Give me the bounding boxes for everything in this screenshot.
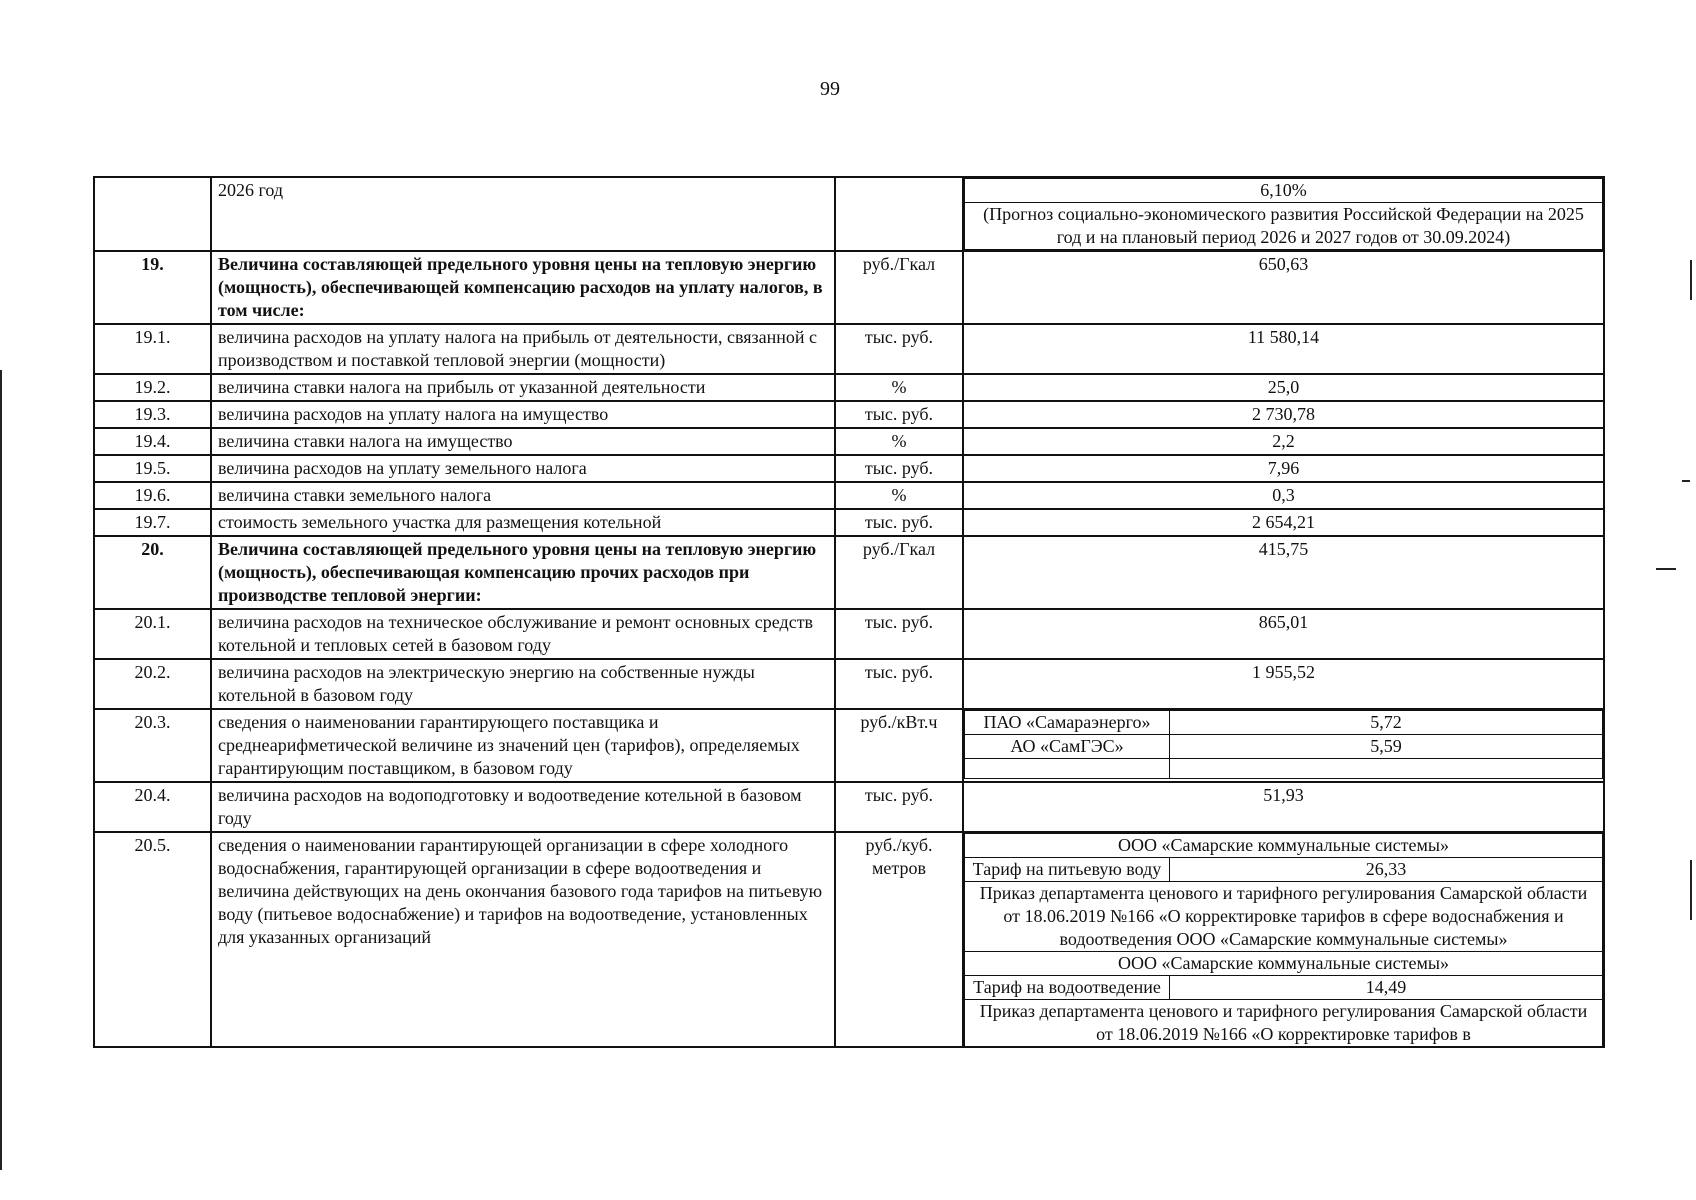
water-tariffs-table (964, 833, 1603, 1046)
tariff-label: Тариф на питьевую воду (965, 858, 1170, 882)
row-number-cell: 20.1. (94, 609, 211, 659)
supplier-price: 5,59 (1170, 735, 1603, 759)
row-value-cell: 25,0 (963, 374, 1604, 401)
supplier-prices-table (964, 710, 1603, 779)
table-row (94, 374, 1604, 401)
row-number-cell: 19.7. (94, 509, 211, 536)
row-unit-cell: руб./куб. метров (835, 832, 963, 1047)
water-org-name: ООО «Самарские коммунальные системы» (965, 952, 1603, 976)
table-row (94, 659, 1604, 709)
row-value-cell: 51,93 (963, 782, 1604, 832)
row-unit-cell: тыс. руб. (835, 509, 963, 536)
table-row (94, 177, 1604, 251)
row-unit-cell: руб./Гкал (835, 536, 963, 609)
row-label-cell: стоимость земельного участка для размещения котельной (211, 509, 835, 536)
row-label-cell: величина расходов на техническое обслуживание и ремонт основных средств котельной и тепловых сетей в базовом году (211, 609, 835, 659)
row-number-cell: 20.4. (94, 782, 211, 832)
row-value-cell: 11 580,14 (963, 324, 1604, 374)
tariff-order-text: Приказ департамента ценового и тарифного регулирования Самарской области от 18.06.2019 №166 «О корректировке тарифов в (965, 1000, 1603, 1047)
row-value-cell (963, 832, 1604, 1047)
row-number-cell: 19.2. (94, 374, 211, 401)
table-row (94, 509, 1604, 536)
row-number-cell: 19.4. (94, 428, 211, 455)
row-label-cell: 2026 год (211, 177, 835, 251)
table-row (94, 428, 1604, 455)
row-unit-cell: % (835, 428, 963, 455)
row-number-cell: 20. (94, 536, 211, 609)
row-unit-cell: % (835, 482, 963, 509)
row-value-cell: 7,96 (963, 455, 1604, 482)
row-unit-cell: руб./кВт.ч (835, 709, 963, 782)
scan-artifact (1690, 860, 1692, 920)
row-label-cell: сведения о наименовании гарантирующего поставщика и среднеарифметической величине из значений цен (тарифов), определяемых гарантирующим поставщиком, в базовом году (211, 709, 835, 782)
row-number-cell: 19. (94, 251, 211, 324)
row-label-cell: величина ставки земельного налога (211, 482, 835, 509)
scan-artifact (1682, 480, 1690, 482)
row-unit-cell: тыс. руб. (835, 401, 963, 428)
scan-artifact (1656, 568, 1676, 570)
forecast-note: (Прогноз социально-экономического развития Российской Федерации на 2025 год и на плановый период 2026 и 2027 годов от 30.09.2024) (965, 203, 1603, 250)
row-value-cell (963, 177, 1604, 251)
row-label-cell: величина ставки налога на имущество (211, 428, 835, 455)
row-label-cell: величина ставки налога на прибыль от указанной деятельности (211, 374, 835, 401)
supplier-name: АО «СамГЭС» (965, 735, 1170, 759)
row-value-cell: 2,2 (963, 428, 1604, 455)
row-unit-cell: тыс. руб. (835, 782, 963, 832)
tariff-order-text: Приказ департамента ценового и тарифного регулирования Самарской области от 18.06.2019 №166 «О корректировке тарифов в сфере водоснабжения и водоотведения ООО «Самарские коммунальные системы» (965, 882, 1603, 952)
scan-artifact (0, 370, 2, 1170)
row-value-cell: 2 730,78 (963, 401, 1604, 428)
supplier-row (965, 735, 1603, 759)
table-row (94, 324, 1604, 374)
supplier-row (965, 711, 1603, 735)
row-label-cell: Величина составляющей предельного уровня цены на тепловую энергию (мощность), обеспечивающая компенсацию прочих расходов при производстве тепловой энергии: (211, 536, 835, 609)
row-number-cell: 19.6. (94, 482, 211, 509)
table-row (94, 401, 1604, 428)
table-row (94, 832, 1604, 1047)
empty-cell (1170, 759, 1603, 779)
row-number-cell: 20.2. (94, 659, 211, 709)
inflation-forecast-block (964, 178, 1603, 250)
table-row (94, 536, 1604, 609)
row-number-cell: 20.3. (94, 709, 211, 782)
row-value-cell: 650,63 (963, 251, 1604, 324)
row-label-cell: величина расходов на уплату налога на прибыль от деятельности, связанной с производством и поставкой тепловой энергии (мощности) (211, 324, 835, 374)
row-label-cell: сведения о наименовании гарантирующей организации в сфере холодного водоснабжения, гарантирующей организации в сфере водоотведения и величина действующих на день окончания базового года тарифов на питьевую воду (питьевое водоснабжение) и тарифов на водоотведение, установленных для указанных организаций (211, 832, 835, 1047)
tariff-value: 26,33 (1170, 858, 1603, 882)
row-label-cell: величина расходов на электрическую энергию на собственные нужды котельной в базовом году (211, 659, 835, 709)
tariff-parameters-table (93, 176, 1605, 1048)
row-unit-cell: % (835, 374, 963, 401)
row-label-cell: величина расходов на водоподготовку и водоотведение котельной в базовом году (211, 782, 835, 832)
empty-cell (965, 759, 1170, 779)
page-number: 99 (820, 78, 840, 100)
row-number-cell: 19.5. (94, 455, 211, 482)
supplier-name: ПАО «Самараэнерго» (965, 711, 1170, 735)
supplier-price: 5,72 (1170, 711, 1603, 735)
row-number-cell: 19.3. (94, 401, 211, 428)
row-number-cell (94, 177, 211, 251)
row-label-cell: Величина составляющей предельного уровня цены на тепловую энергию (мощность), обеспечивающей компенсацию расходов на уплату налогов, в том числе: (211, 251, 835, 324)
supplier-row-empty (965, 759, 1603, 779)
row-unit-cell: руб./Гкал (835, 251, 963, 324)
row-value-cell: 415,75 (963, 536, 1604, 609)
row-label-cell: величина расходов на уплату налога на имущество (211, 401, 835, 428)
tariff-value: 14,49 (1170, 976, 1603, 1000)
row-value-cell: 2 654,21 (963, 509, 1604, 536)
scan-artifact (1690, 260, 1692, 300)
table-row (94, 782, 1604, 832)
table-row (94, 455, 1604, 482)
row-value-cell: 0,3 (963, 482, 1604, 509)
row-label-cell: величина расходов на уплату земельного налога (211, 455, 835, 482)
row-value-cell: 1 955,52 (963, 659, 1604, 709)
row-unit-cell: тыс. руб. (835, 609, 963, 659)
row-value-cell: 865,01 (963, 609, 1604, 659)
forecast-value: 6,10% (965, 179, 1603, 203)
row-unit-cell: тыс. руб. (835, 659, 963, 709)
row-number-cell: 19.1. (94, 324, 211, 374)
row-unit-cell: тыс. руб. (835, 324, 963, 374)
table-row (94, 609, 1604, 659)
table-row (94, 709, 1604, 782)
water-org-name: ООО «Самарские коммунальные системы» (965, 834, 1603, 858)
tariff-label: Тариф на водоотведение (965, 976, 1170, 1000)
row-value-cell (963, 709, 1604, 782)
row-unit-cell (835, 177, 963, 251)
row-number-cell: 20.5. (94, 832, 211, 1047)
table-row (94, 251, 1604, 324)
row-unit-cell: тыс. руб. (835, 455, 963, 482)
table-row (94, 482, 1604, 509)
